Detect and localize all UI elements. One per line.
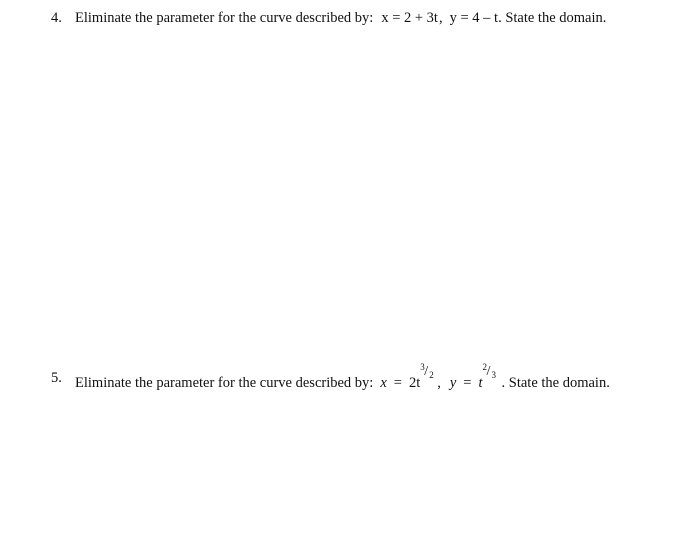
problem-5-statement: [75, 362, 610, 392]
fraction-slash: /: [424, 364, 429, 379]
problem-5-separator: ,: [437, 375, 441, 391]
problem-5-y-equals: =: [463, 375, 472, 391]
problem-5-prompt: Eliminate the parameter for the curve described by:: [75, 375, 374, 391]
problem-5-x-variable: x: [380, 375, 387, 391]
problem-5-number: 5.: [51, 370, 62, 386]
problem-4-equations: [381, 9, 498, 27]
problem-5-x-exponent: [420, 362, 435, 387]
problem-5-y-base: t: [478, 375, 483, 391]
problem-4-y-equation: y = 4 – t: [449, 10, 499, 26]
problem-5-y-exponent-denominator: 3: [491, 370, 497, 380]
problem-5-x-equals: =: [393, 375, 402, 391]
problem-4-separator: ,: [438, 10, 443, 26]
problem-5-domain-instruction: . State the domain.: [501, 375, 610, 391]
problem-5-y-exponent: [482, 362, 498, 387]
problem-4-x-equation: x = 2 + 3t: [381, 10, 438, 26]
problem-4-prompt: Eliminate the parameter for the curve described by:: [75, 10, 374, 26]
problem-5-x-exponent-numerator: 3: [420, 362, 425, 372]
problem-5-y-variable: y: [449, 375, 457, 391]
problem-4-statement: [75, 9, 606, 27]
problem-4-domain-instruction: . State the domain.: [498, 10, 607, 26]
problem-5-x-coefficient: 2t: [408, 375, 421, 391]
fraction-slash: /: [486, 364, 491, 379]
problem-5-equations: [380, 362, 497, 392]
problem-5-y-exponent-numerator: 2: [482, 362, 488, 372]
problem-5-x-exponent-denominator: 2: [429, 370, 434, 380]
problem-4-number: 4.: [51, 10, 62, 26]
